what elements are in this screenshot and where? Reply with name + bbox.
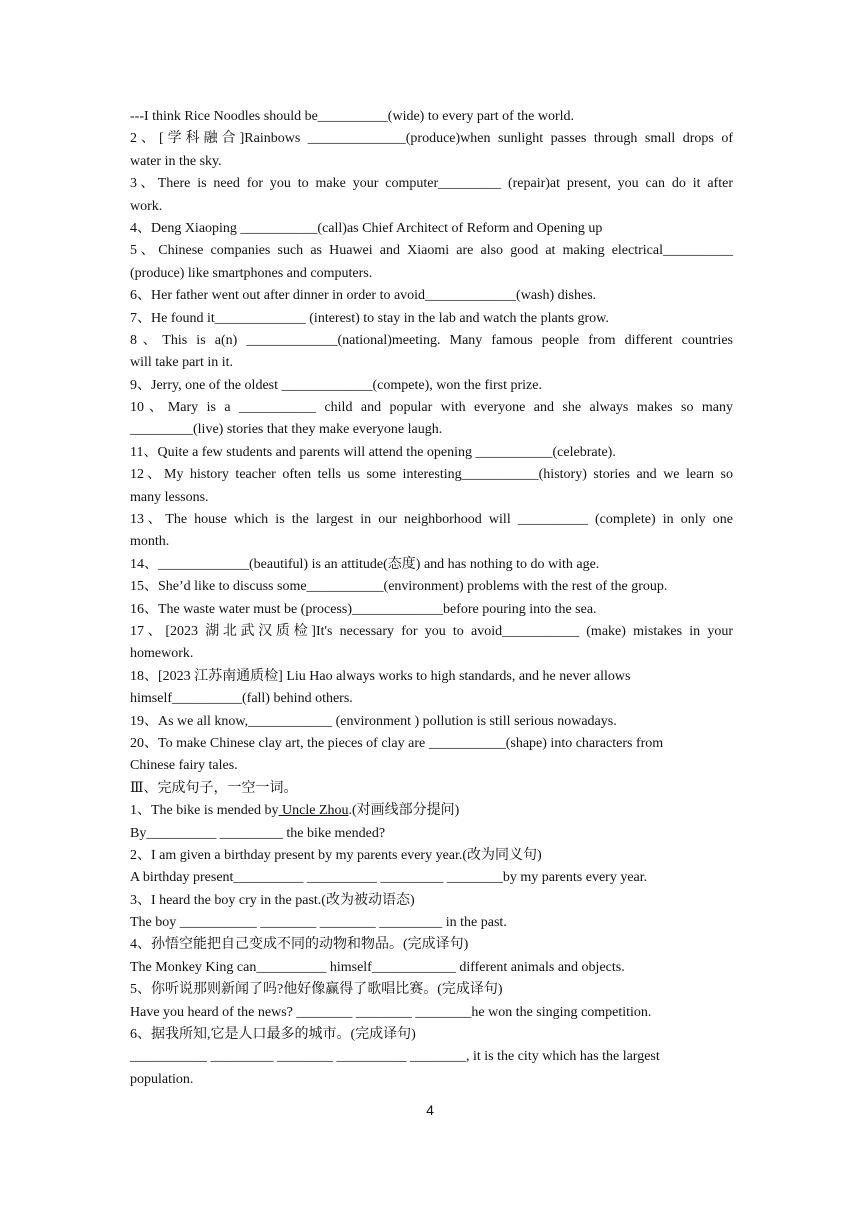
line-text: 6、据我所知,它是人口最多的城市。(完成译句) [130, 1027, 416, 1043]
line-text: 10、Mary is a ___________ child and popular with everyone and she always makes so many [130, 400, 733, 416]
line-text: The Monkey King can__________ himself____________ different animals and objects. [130, 959, 625, 975]
line-text: 8、This is a(n) _____________(national)meeting. Many famous people from different countries [130, 332, 733, 348]
line-text: A birthday present__________ __________ _________ ________by my parents every year. [130, 870, 648, 886]
text-line [130, 755, 733, 777]
text-line [130, 330, 733, 352]
text-line [130, 599, 733, 621]
line-text: 18、[2023 江苏南通质检] Liu Hao always works to high standards, and he never allows [130, 668, 631, 684]
text-line [130, 621, 733, 643]
line-text: 2、[学科融合]Rainbows ______________(produce)when sunlight passes through small drops of [130, 131, 733, 147]
text-line [130, 711, 733, 733]
line-text: month. [130, 534, 170, 550]
text-line [130, 263, 733, 285]
line-text: 3、There is need for you to make your computer_________ (repair)at present, you can do it after [130, 176, 733, 192]
text-line [130, 196, 733, 218]
line-text: 5、你听说那则新闻了吗?他好像赢得了歌唱比赛。(完成译句) [130, 982, 503, 998]
text-line [130, 531, 733, 553]
text-line [130, 1024, 733, 1046]
text-line [130, 688, 733, 710]
text-line [130, 128, 733, 150]
text-line [130, 979, 733, 1001]
line-text: 2、I am given a birthday present by my parents every year.(改为同义句) [130, 847, 542, 863]
text-line [130, 240, 733, 262]
text-line [130, 151, 733, 173]
text-line [130, 890, 733, 912]
text-line [130, 823, 733, 845]
line-text: 6、Her father went out after dinner in order to avoid_____________(wash) dishes. [130, 288, 597, 304]
line-text: 11、Quite a few students and parents will attend the opening ___________(celebrate). [130, 444, 616, 460]
text-line [130, 1069, 733, 1091]
line-text: 12、My history teacher often tells us some interesting___________(history) stories and we learn so [130, 467, 733, 483]
line-text: 13、The house which is the largest in our neighborhood will __________ (complete) in only one [130, 512, 733, 528]
line-text: 3、I heard the boy cry in the past.(改为被动语态) [130, 892, 415, 908]
document-body [130, 106, 733, 1091]
text-line [130, 778, 733, 800]
line-text: 7、He found it_____________ (interest) to stay in the lab and watch the plants grow. [130, 310, 609, 326]
text-line [130, 845, 733, 867]
line-text: 4、孙悟空能把自己变成不同的动物和物品。(完成译句) [130, 937, 469, 953]
line-text: ___________ _________ ________ __________ ________, it is the city which has the largest [130, 1049, 660, 1065]
line-text: 1、The bike is mended by [130, 803, 279, 819]
line-suffix: .(对画线部分提问) [348, 803, 460, 819]
line-text: water in the sky. [130, 153, 222, 169]
line-text: 19、As we all know,____________ (environment ) pollution is still serious nowadays. [130, 713, 617, 729]
underlined-phrase: Uncle Zhou [278, 803, 349, 819]
text-line [130, 352, 733, 374]
line-text: (produce) like smartphones and computers. [130, 265, 373, 281]
text-line [130, 464, 733, 486]
line-text: 14、_____________(beautiful) is an attitude(态度) and has nothing to do with age. [130, 556, 600, 572]
page-number: 4 [426, 1102, 434, 1118]
text-line [130, 554, 733, 576]
text-line [130, 308, 733, 330]
text-line [130, 285, 733, 307]
line-text: 17、[2023 湖北武汉质检]It's necessary for you to avoid___________ (make) mistakes in your [130, 623, 733, 639]
line-text: ---I think Rice Noodles should be__________(wide) to every part of the world. [130, 109, 575, 124]
line-text: 9、Jerry, one of the oldest _____________(compete), won the first prize. [130, 377, 542, 393]
line-text: By__________ _________ the bike mended? [130, 825, 386, 841]
line-text: homework. [130, 646, 194, 662]
text-line [130, 173, 733, 195]
text-line [130, 733, 733, 755]
text-line [130, 442, 733, 464]
line-text: Ⅲ、完成句子，一空一词。 [130, 780, 298, 796]
text-line [130, 666, 733, 688]
text-line [130, 375, 733, 397]
line-text: The boy ___________ ________ ________ _________ in the past. [130, 915, 507, 931]
line-text: 20、To make Chinese clay art, the pieces of clay are ___________(shape) into characters from [130, 735, 664, 751]
line-text: _________(live) stories that they make everyone laugh. [130, 422, 443, 438]
text-line [130, 867, 733, 889]
text-line [130, 487, 733, 509]
line-text: himself__________(fall) behind others. [130, 691, 353, 707]
line-text: Have you heard of the news? ________ ________ ________he won the singing competition. [130, 1004, 652, 1020]
line-text: population. [130, 1071, 194, 1087]
text-line [130, 1046, 733, 1068]
text-line [130, 1002, 733, 1024]
text-line [130, 957, 733, 979]
line-text: Chinese fairy tales. [130, 758, 238, 774]
text-line [130, 912, 733, 934]
text-line [130, 800, 733, 822]
text-line [130, 934, 733, 956]
line-text: 4、Deng Xiaoping ___________(call)as Chief Architect of Reform and Opening up [130, 220, 603, 236]
text-line [130, 643, 733, 665]
text-line [130, 419, 733, 441]
line-text: 5、Chinese companies such as Huawei and Xiaomi are also good at making electrical__________ [130, 243, 733, 259]
line-text: 16、The waste water must be (process)_____________before pouring into the sea. [130, 601, 597, 617]
text-line [130, 576, 733, 598]
text-line [130, 509, 733, 531]
line-text: many lessons. [130, 489, 209, 505]
line-text: 15、She’d like to discuss some___________(environment) problems with the rest of the group. [130, 579, 668, 595]
line-text: work. [130, 198, 163, 214]
line-text: will take part in it. [130, 355, 234, 371]
text-line [130, 218, 733, 240]
text-line [130, 106, 733, 128]
text-line [130, 397, 733, 419]
